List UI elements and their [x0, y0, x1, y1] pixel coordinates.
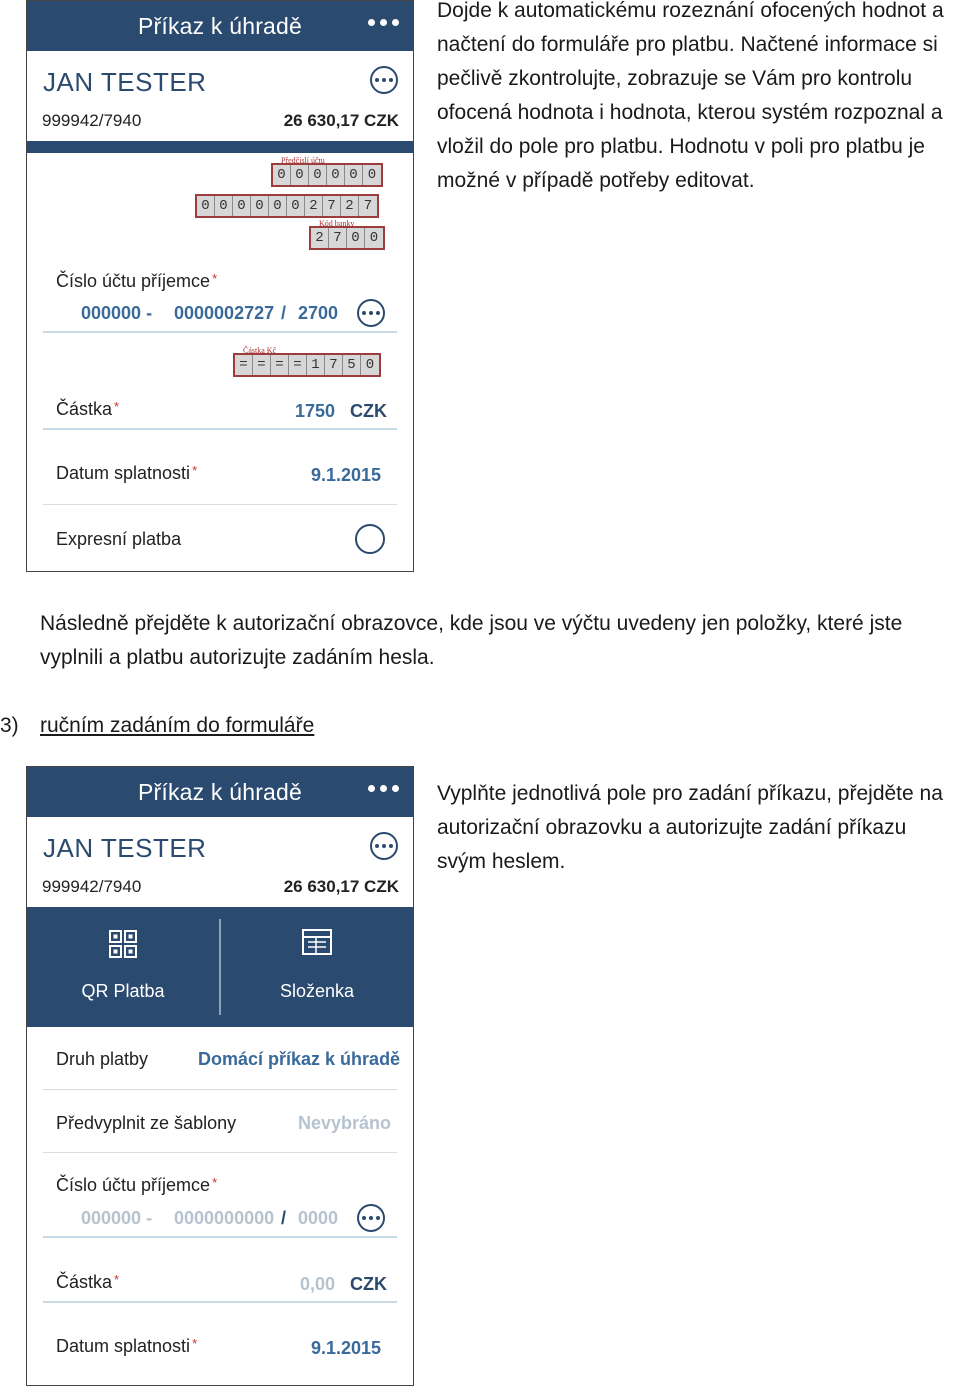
ocr-amount-caption: Částka Kč	[243, 346, 277, 355]
recipient-prefix-value[interactable]: 000000 -	[81, 303, 153, 323]
header-bar	[27, 141, 413, 153]
ocr-digit: =	[289, 355, 307, 375]
ocr-digit: 0	[197, 196, 215, 216]
more-dots-icon[interactable]	[368, 785, 399, 792]
recipient-account-label	[56, 271, 217, 292]
field-divider	[43, 1089, 397, 1090]
due-label-text: Datum splatnosti	[56, 463, 191, 483]
required-mark: *	[212, 271, 218, 286]
ocr-bank-snippet	[309, 219, 385, 250]
amount-currency[interactable]: CZK	[350, 1274, 387, 1294]
payment-method-nav	[27, 907, 413, 1027]
app-header	[27, 1, 413, 49]
field-underline	[43, 1236, 397, 1238]
account-panel[interactable]	[27, 815, 413, 907]
ocr-digit: 0	[361, 355, 379, 375]
field-divider	[43, 504, 397, 505]
section-number: 3)	[0, 714, 19, 737]
ocr-digit: 0	[291, 165, 309, 185]
ocr-digit: 2	[311, 228, 329, 248]
ocr-digit: 2	[341, 196, 359, 216]
qr-code-icon	[108, 929, 138, 959]
ocr-digit: 0	[269, 196, 287, 216]
required-mark: *	[192, 463, 198, 478]
ocr-digit: 0	[251, 196, 269, 216]
field-divider	[43, 1152, 397, 1153]
account-number: 999942/7940	[42, 111, 142, 130]
ocr-digit: 0	[327, 165, 345, 185]
ocr-bank-caption: Kód banky	[319, 219, 355, 228]
ocr-digit: 0	[309, 165, 327, 185]
recipient-number-input[interactable]: 0000000000	[174, 1208, 275, 1228]
ocr-amount-snippet	[233, 346, 381, 377]
header-title: Příkaz k úhradě	[137, 779, 303, 805]
account-name: JAN TESTER	[43, 67, 207, 97]
template-label: Předvyplnit ze šablony	[56, 1113, 237, 1133]
amount-label	[56, 399, 119, 420]
amount-label	[56, 1272, 119, 1293]
ocr-digit: 5	[343, 355, 361, 375]
payment-type-label: Druh platby	[56, 1049, 149, 1069]
recipient-account-label	[56, 1175, 217, 1196]
ocr-digit: 0	[233, 196, 251, 216]
recipient-label-text: Číslo účtu příjemce	[56, 271, 211, 291]
field-underline	[43, 331, 397, 333]
ocr-digit: 0	[363, 165, 381, 185]
amount-label-text: Částka	[56, 399, 113, 419]
ocr-digit: 7	[325, 355, 343, 375]
ocr-digit: 0	[365, 228, 383, 248]
due-date-value[interactable]: 9.1.2015	[311, 1338, 382, 1358]
ocr-digit: 0	[287, 196, 305, 216]
section-heading: ručním zadáním do formuláře	[40, 714, 315, 737]
field-underline	[43, 1301, 397, 1303]
ocr-digit: 0	[345, 165, 363, 185]
recipient-prefix-input[interactable]: 000000 -	[81, 1208, 153, 1228]
radio-circle-icon[interactable]	[355, 524, 385, 554]
account-number: 999942/7940	[42, 877, 142, 896]
ocr-digit: =	[253, 355, 271, 375]
instruction-text-ocr: Dojde k automatickému rozeznání ofocených hodnot a načtení do formuláře pro platbu. Načtené informace si pečlivě zkontrolujte, zobrazuje se Vám pro kontrolu ofocená hodnota i hodnota, kterou systém rozpoznal a vložil do pole pro platbu. Hodnotu v poli pro platbu je možné v případě potřeby editovat.	[437, 0, 944, 192]
payment-type-value[interactable]: Domácí příkaz k úhradě	[198, 1049, 401, 1069]
recipient-slash: /	[281, 1208, 287, 1228]
template-value[interactable]: Nevybráno	[298, 1113, 392, 1133]
ocr-digit: 0	[215, 196, 233, 216]
circle-dots-icon[interactable]	[370, 66, 398, 94]
recipient-number-value[interactable]: 0000002727	[174, 303, 275, 323]
more-dots-icon[interactable]	[368, 19, 399, 26]
due-label-text: Datum splatnosti	[56, 1336, 191, 1356]
payment-slip-button[interactable]	[221, 907, 413, 1027]
payment-slip-icon	[302, 929, 332, 955]
amount-value[interactable]: 1750	[295, 401, 336, 421]
qr-payment-button[interactable]	[27, 907, 219, 1027]
due-date-label	[56, 1336, 197, 1357]
ocr-digit: =	[271, 355, 289, 375]
circle-dots-icon[interactable]	[357, 1204, 385, 1232]
ocr-digit: 0	[347, 228, 365, 248]
circle-dots-icon[interactable]	[370, 832, 398, 860]
ocr-digit: 1	[307, 355, 325, 375]
ocr-prefix-caption: Předčíslí účtu	[281, 156, 325, 165]
app-header	[27, 767, 413, 815]
ocr-prefix-snippet	[271, 156, 383, 187]
amount-label-text: Částka	[56, 1272, 113, 1292]
amount-currency[interactable]: CZK	[350, 401, 387, 421]
instruction-text-authorization: Následně přejděte k autorizační obrazovce, kde jsou ve výčtu uvedeny jen položky, které jste vyplnili a platbu autorizujte zadáním hesla.	[40, 612, 903, 669]
due-date-label	[56, 463, 197, 484]
qr-payment-label: QR Platba	[81, 981, 165, 1001]
due-date-value[interactable]: 9.1.2015	[311, 465, 382, 485]
payment-slip-label: Složenka	[279, 981, 355, 1001]
instruction-text-manual: Vyplňte jednotlivá pole pro zadání příkazu, přejděte na autorizační obrazovku a autorizujte zadání příkazu svým heslem.	[437, 782, 943, 873]
phone-screen-ocr	[26, 0, 414, 572]
required-mark: *	[192, 1336, 198, 1351]
recipient-bank-value[interactable]: 2700	[298, 303, 339, 323]
circle-dots-icon[interactable]	[357, 299, 385, 327]
ocr-account-snippet	[195, 194, 379, 218]
recipient-slash: /	[281, 303, 287, 323]
account-balance: 26 630,17 CZK	[283, 111, 399, 130]
account-panel[interactable]	[27, 49, 413, 141]
account-name: JAN TESTER	[43, 833, 207, 863]
field-underline	[43, 428, 397, 430]
express-label: Expresní platba	[56, 529, 182, 549]
recipient-bank-input[interactable]: 0000	[298, 1208, 339, 1228]
ocr-digit: =	[235, 355, 253, 375]
phone-screen-manual	[26, 766, 414, 1386]
required-mark: *	[114, 1272, 120, 1287]
ocr-digit: 2	[305, 196, 323, 216]
account-balance: 26 630,17 CZK	[283, 877, 399, 896]
required-mark: *	[114, 399, 120, 414]
ocr-digit: 0	[273, 165, 291, 185]
ocr-digit: 7	[329, 228, 347, 248]
recipient-label-text: Číslo účtu příjemce	[56, 1175, 211, 1195]
amount-input[interactable]: 0,00	[300, 1274, 336, 1294]
required-mark: *	[212, 1175, 218, 1190]
header-title: Příkaz k úhradě	[137, 13, 303, 39]
ocr-digit: 7	[359, 196, 377, 216]
ocr-digit: 7	[323, 196, 341, 216]
